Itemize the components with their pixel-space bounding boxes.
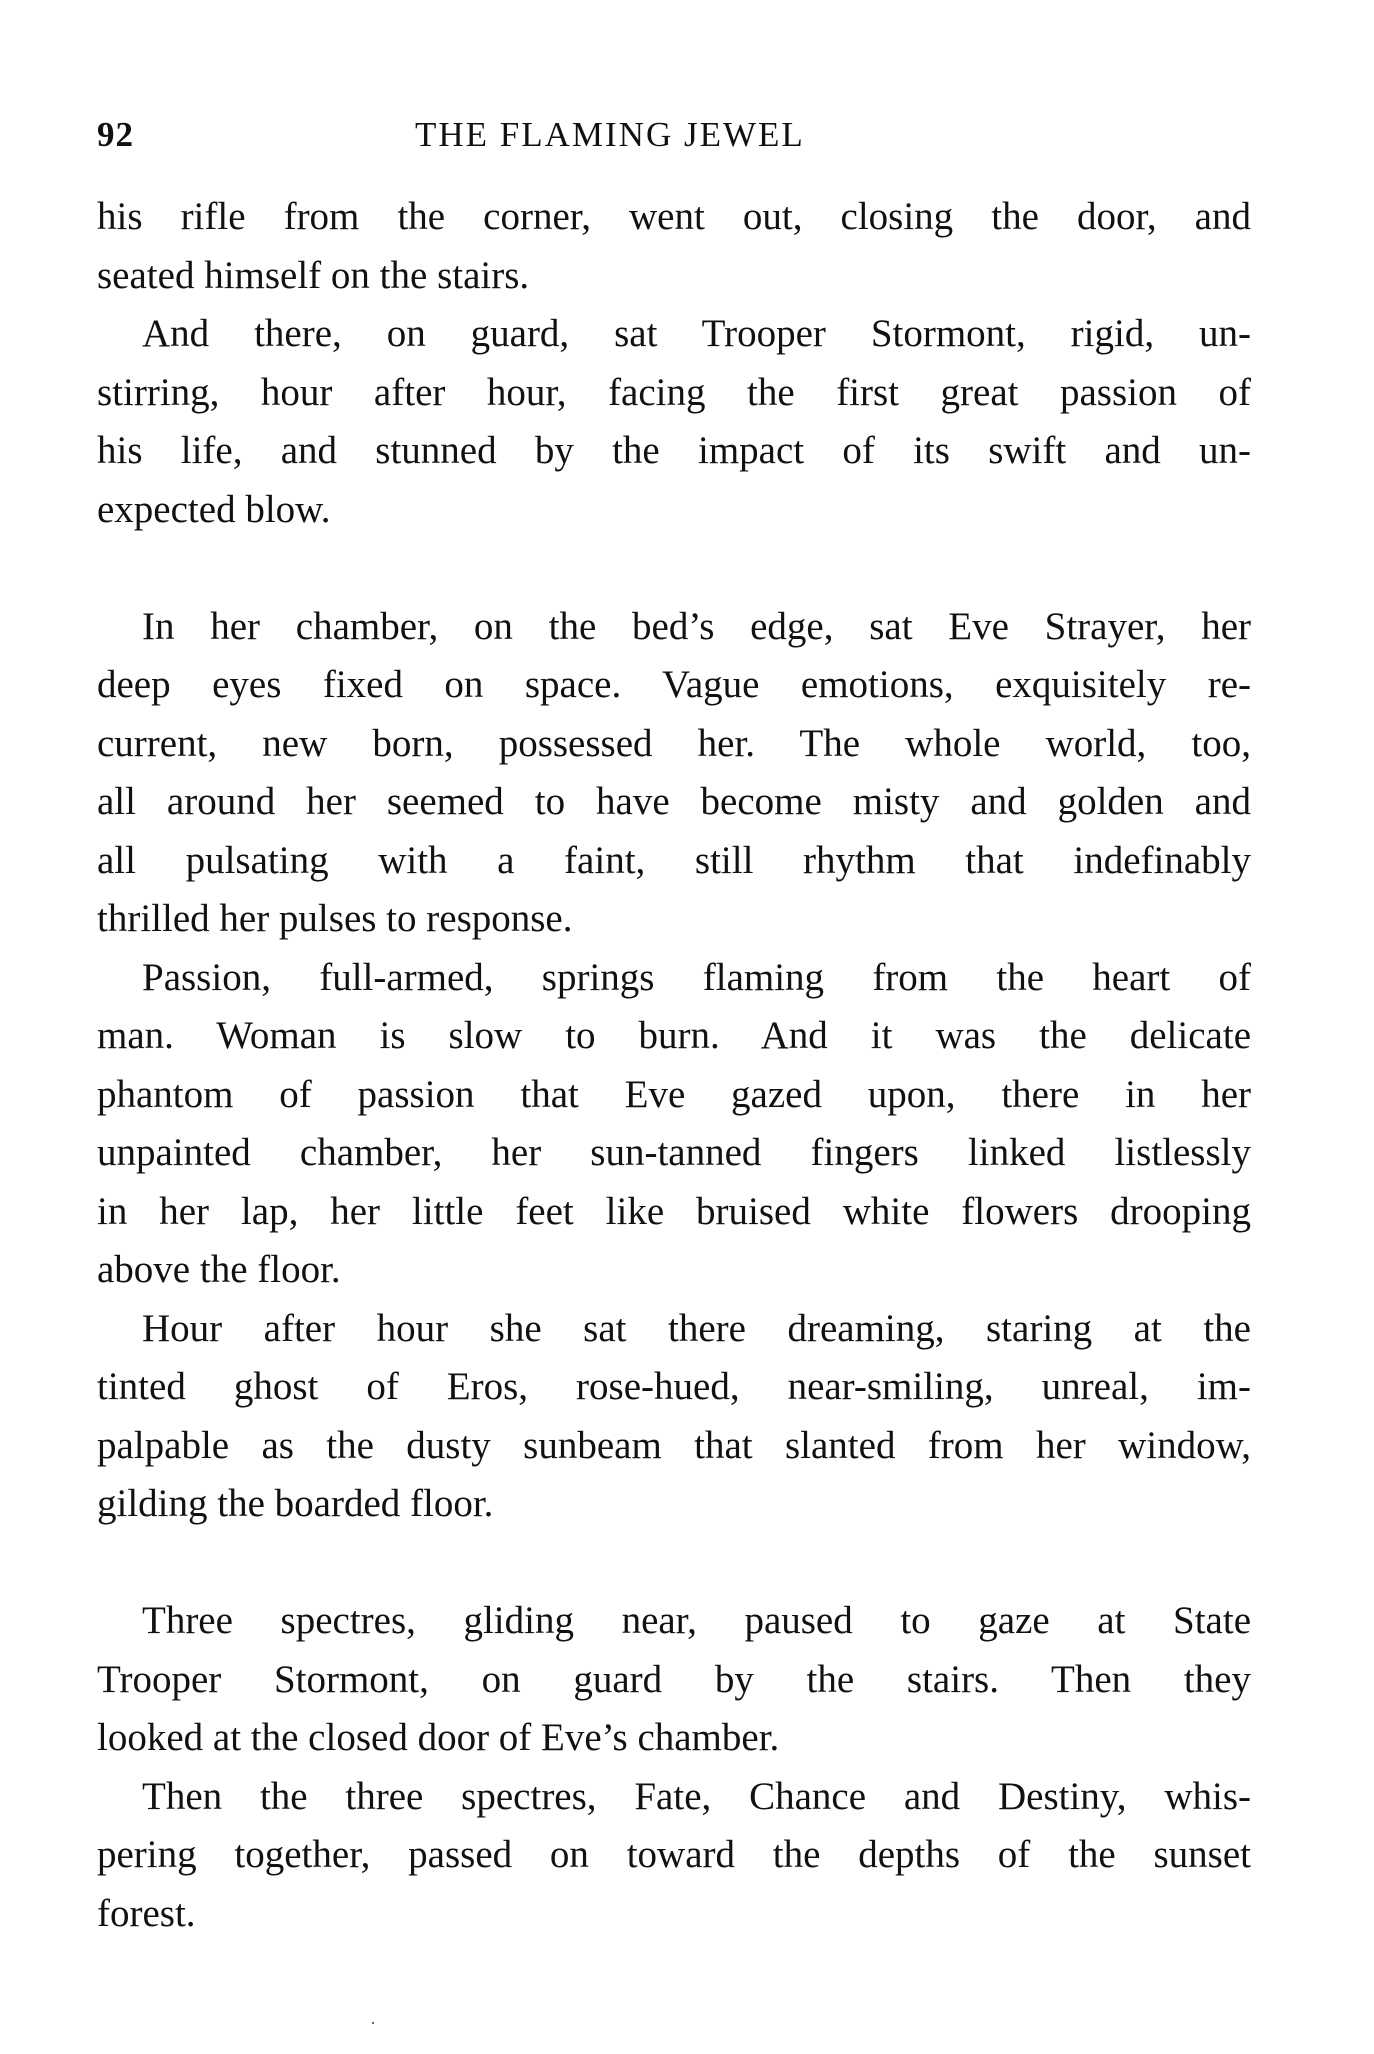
- text-line: seated himself on the stairs.: [97, 253, 530, 297]
- text-line: Then the three spectres, Fate, Chance and Destiny, whis-: [142, 1774, 1251, 1818]
- text-line: Passion, full-armed, springs flaming from the heart of: [142, 955, 1251, 999]
- print-speck: [372, 2022, 374, 2024]
- text-line: palpable as the dusty sunbeam that slanted from her window,: [97, 1423, 1251, 1467]
- text-line: looked at the closed door of Eve’s chamber.: [97, 1716, 780, 1759]
- text-line: above the floor.: [97, 1248, 341, 1291]
- text-line: phantom of passion that Eve gazed upon, there in her: [97, 1072, 1251, 1116]
- text-line: tinted ghost of Eros, rose-hued, near-smiling, unreal, im-: [97, 1365, 1251, 1408]
- text-line: And there, on guard, sat Trooper Stormont, rigid, un-: [142, 312, 1251, 355]
- text-line: forest.: [97, 1891, 196, 1935]
- text-line: In her chamber, on the bed’s edge, sat Eve Strayer, her: [142, 604, 1251, 648]
- text-line: all around her seemed to have become misty and golden and: [97, 780, 1251, 823]
- text-line: all pulsating with a faint, still rhythm that indefinably: [97, 838, 1251, 882]
- text-line: man. Woman is slow to burn. And it was the delicate: [97, 1014, 1251, 1057]
- text-line: his rifle from the corner, went out, closing the door, and: [97, 195, 1251, 238]
- text-line: in her lap, her little feet like bruised white flowers drooping: [97, 1189, 1251, 1233]
- section-break: [97, 539, 1251, 598]
- text-line: Hour after hour she sat there dreaming, staring at the: [142, 1306, 1251, 1350]
- page-number: 92: [97, 115, 134, 154]
- text-line: expected blow.: [97, 487, 331, 531]
- book-title: THE FLAMING JEWEL: [415, 115, 805, 154]
- text-line: Three spectres, gliding near, paused to gaze at State: [142, 1599, 1251, 1642]
- text-line: pering together, passed on toward the depths of the sunset: [97, 1833, 1251, 1876]
- text-line: current, new born, possessed her. The whole world, too,: [97, 721, 1251, 765]
- body-text: [97, 188, 1251, 1943]
- text-line: his life, and stunned by the impact of its swift and un-: [97, 429, 1251, 472]
- text-line: thrilled her pulses to response.: [97, 897, 573, 940]
- text-line: stirring, hour after hour, facing the first great passion of: [97, 370, 1251, 414]
- text-line: deep eyes fixed on space. Vague emotions, exquisitely re-: [97, 663, 1251, 706]
- running-head: [97, 112, 952, 158]
- text-line: Trooper Stormont, on guard by the stairs. Then they: [97, 1657, 1251, 1701]
- text-line: gilding the boarded floor.: [97, 1482, 494, 1525]
- text-line: unpainted chamber, her sun-tanned fingers linked listlessly: [97, 1131, 1251, 1174]
- section-break: [97, 1534, 1251, 1593]
